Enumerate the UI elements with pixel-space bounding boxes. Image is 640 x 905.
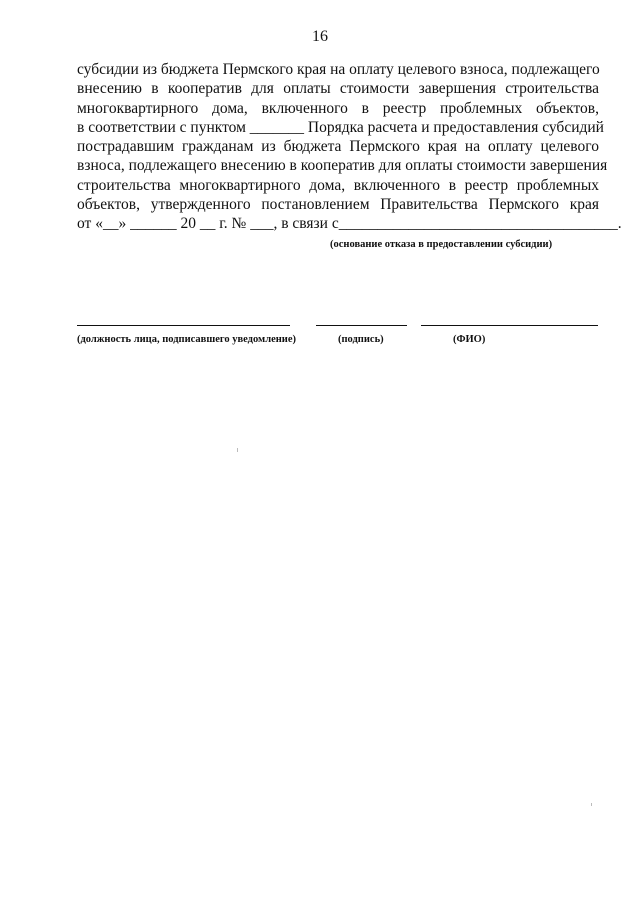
full-name-signature-line <box>421 325 598 326</box>
paragraph-line: взноса, подлежащего внесению в кооператив для оплаты стоимости завершения <box>77 157 608 175</box>
body-paragraph <box>77 60 622 234</box>
paragraph-line: в соответствии с пунктом _______ Порядка расчета и предоставления субсидий <box>77 118 604 136</box>
paragraph-line-last: от «__» ______ 20 __ г. № ___, в связи с____________________________________. <box>77 215 622 233</box>
scan-speck <box>591 803 592 806</box>
full-name-caption: (ФИО) <box>453 334 486 345</box>
paragraph-line: объектов, утвержденного постановлением Правительства Пермского края <box>77 196 599 214</box>
paragraph-line: строительства многоквартирного дома, включенного в реестр проблемных <box>77 176 599 194</box>
page-number: 16 <box>312 28 328 45</box>
refusal-reason-caption: (основание отказа в предоставлении субсидии) <box>330 239 553 250</box>
position-caption: (должность лица, подписавшего уведомление) <box>77 334 296 345</box>
paragraph-line: внесению в кооператив для оплаты стоимости завершения строительства <box>77 80 599 98</box>
scan-speck <box>237 448 238 452</box>
signature-line <box>316 325 407 326</box>
paragraph-line: многоквартирного дома, включенного в реестр проблемных объектов, <box>77 99 599 117</box>
paragraph-line: субсидии из бюджета Пермского края на оплату целевого взноса, подлежащего <box>77 61 600 78</box>
paragraph-line: пострадавшим гражданам из бюджета Пермского края на оплату целевого <box>77 138 599 156</box>
signature-caption: (подпись) <box>338 334 384 345</box>
position-signature-line <box>77 325 290 326</box>
